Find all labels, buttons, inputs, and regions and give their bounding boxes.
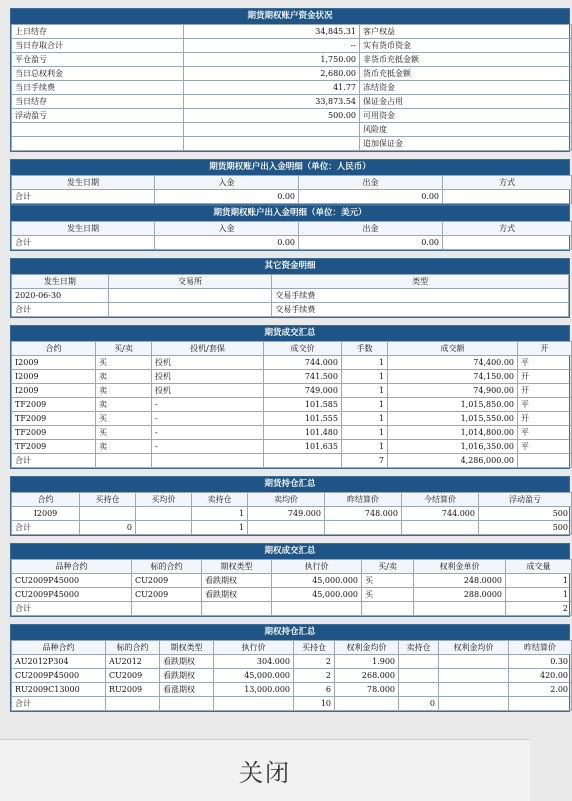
contract-cell: TF2009 xyxy=(12,412,96,426)
total-buy-qty: 10 xyxy=(294,697,335,711)
close-button[interactable]: 关闭 xyxy=(239,759,291,787)
table-row xyxy=(12,39,572,53)
contract-cell: I2009 xyxy=(12,384,96,398)
amount-cell: 1,015,850.00 xyxy=(388,398,518,412)
fund-label: 当日手续费 xyxy=(12,81,184,95)
open-close-cell: 平 xyxy=(518,440,572,454)
table-cell xyxy=(362,602,414,616)
premium-cell: 248.0000 xyxy=(414,574,506,588)
contract-cell: TF2009 xyxy=(12,426,96,440)
fund-right-label: 客户权益 xyxy=(360,25,572,39)
lots-cell: 1 xyxy=(342,370,388,384)
buy_qty-cell xyxy=(80,507,136,521)
column-header: 卖持仓 xyxy=(192,493,248,507)
underlying-cell: AU2012 xyxy=(106,655,160,669)
column-header: 买持仓 xyxy=(294,641,335,655)
strike-cell: 45,000.000 xyxy=(272,574,362,588)
fund-right-label: 非货币充抵金额 xyxy=(360,53,572,67)
column-header: 权利金单价 xyxy=(414,560,506,574)
side-cell: 卖 xyxy=(96,398,152,412)
col-type: 类型 xyxy=(272,275,569,289)
type-cell: 看跌期权 xyxy=(160,669,214,683)
option-positions-title: 期权持仓汇总 xyxy=(11,625,569,640)
fund-right-label: 冻结资金 xyxy=(360,81,572,95)
price-cell: 101.585 xyxy=(264,398,342,412)
underlying-cell: CU2009 xyxy=(106,669,160,683)
type-cell: 看涨期权 xyxy=(160,683,214,697)
option-trades-title: 期权成交汇总 xyxy=(11,544,569,559)
price-cell: 101.480 xyxy=(264,426,342,440)
fund-label xyxy=(12,137,184,151)
fund-value xyxy=(184,123,360,137)
contract-cell: I2009 xyxy=(12,507,80,521)
total-label: 合计 xyxy=(12,454,96,468)
cash-rmb-title: 期货期权账户出入金明细（单位：人民币） xyxy=(11,160,569,175)
fund-status-title: 期货期权账户资金状况 xyxy=(11,9,569,24)
column-header: 标的合约 xyxy=(132,560,202,574)
fund-value xyxy=(184,137,360,151)
date-cell: 合计 xyxy=(12,303,109,317)
contract-cell: I2009 xyxy=(12,370,96,384)
fund-value: 2,680.00 xyxy=(184,67,360,81)
column-header: 期权类型 xyxy=(202,560,272,574)
type-cell: 交易手续费 xyxy=(272,303,569,317)
cash-usd-table xyxy=(11,221,572,250)
hedge-cell: - xyxy=(152,398,264,412)
lots-cell: 1 xyxy=(342,440,388,454)
cash-rmb-table xyxy=(11,175,572,204)
table-row xyxy=(12,303,569,317)
open-close-cell: 平 xyxy=(518,398,572,412)
buy_qty-cell: 2 xyxy=(294,669,335,683)
column-header: 品种合约 xyxy=(12,560,132,574)
type-cell: 看跌期权 xyxy=(202,588,272,602)
fund-value: -- xyxy=(184,39,360,53)
table-cell xyxy=(106,697,160,711)
table-row-total xyxy=(12,521,572,535)
fund-right-label: 货币充抵金额 xyxy=(360,67,572,81)
fund-label: 当日结存 xyxy=(12,95,184,109)
table-cell xyxy=(402,521,479,535)
table-cell xyxy=(414,602,506,616)
buy_avg-cell: 268.000 xyxy=(335,669,399,683)
prev-cell: 420.00 xyxy=(509,669,572,683)
col-deposit: 入金 xyxy=(155,176,299,190)
option-positions-panel xyxy=(10,624,570,712)
table-row xyxy=(12,123,572,137)
sell_avg-cell xyxy=(439,669,509,683)
side-cell: 买 xyxy=(362,574,414,588)
table-row xyxy=(12,53,572,67)
total-method xyxy=(443,236,572,250)
side-cell: 买 xyxy=(96,426,152,440)
table-cell xyxy=(509,697,572,711)
price-cell: 741.500 xyxy=(264,370,342,384)
table-cell xyxy=(214,697,294,711)
total-deposit: 0.00 xyxy=(155,190,299,204)
table-cell xyxy=(335,697,399,711)
fund-label: 浮动盈亏 xyxy=(12,109,184,123)
total-withdraw: 0.00 xyxy=(299,190,443,204)
hedge-cell: - xyxy=(152,440,264,454)
sell_qty-cell xyxy=(399,655,439,669)
buy_qty-cell: 6 xyxy=(294,683,335,697)
cash-rmb-panel xyxy=(10,159,570,205)
table-cell xyxy=(96,454,152,468)
fund-right-label: 保证金占用 xyxy=(360,95,572,109)
column-header: 买持仓 xyxy=(80,493,136,507)
contract-cell: TF2009 xyxy=(12,398,96,412)
sell_qty-cell xyxy=(399,669,439,683)
table-row xyxy=(12,398,572,412)
table-cell xyxy=(272,602,362,616)
side-cell: 卖 xyxy=(96,384,152,398)
table-row-total xyxy=(12,236,572,250)
option-trades-panel xyxy=(10,543,570,617)
column-header: 合约 xyxy=(12,342,96,356)
column-header: 权利金均价 xyxy=(439,641,509,655)
exchange-cell xyxy=(108,303,271,317)
side-cell: 买 xyxy=(96,412,152,426)
column-header: 执行价 xyxy=(214,641,294,655)
table-row xyxy=(12,507,572,521)
open-close-cell: 开 xyxy=(518,412,572,426)
table-row xyxy=(12,109,572,123)
other-funds-table xyxy=(11,274,569,317)
price-cell: 101.635 xyxy=(264,440,342,454)
trades-title: 期货成交汇总 xyxy=(11,326,569,341)
column-header: 买均价 xyxy=(136,493,192,507)
option-trades-table xyxy=(11,559,572,616)
option-positions-table xyxy=(11,640,572,711)
table-cell xyxy=(518,454,572,468)
side-cell: 买 xyxy=(96,356,152,370)
column-header: 权利金均价 xyxy=(335,641,399,655)
col-withdraw: 出金 xyxy=(299,176,443,190)
date-cell: 2020-06-30 xyxy=(12,289,109,303)
contract-cell: TF2009 xyxy=(12,440,96,454)
type-cell: 看跌期权 xyxy=(160,655,214,669)
sell_qty-cell xyxy=(399,683,439,697)
fund-label: 上日结存 xyxy=(12,25,184,39)
prev-cell: 2.00 xyxy=(509,683,572,697)
sell_avg-cell xyxy=(439,655,509,669)
fund-label xyxy=(12,123,184,137)
price-cell: 101.555 xyxy=(264,412,342,426)
fund-right-label: 可用资金 xyxy=(360,109,572,123)
table-cell xyxy=(248,521,325,535)
table-row-total xyxy=(12,454,572,468)
fund-value: 34,845.31 xyxy=(184,25,360,39)
col-date: 发生日期 xyxy=(12,176,155,190)
contract-cell: CU2009P45000 xyxy=(12,669,106,683)
table-row xyxy=(12,356,572,370)
cash-usd-panel xyxy=(10,205,570,251)
table-cell xyxy=(160,697,214,711)
underlying-cell: RU2009 xyxy=(106,683,160,697)
col-method: 方式 xyxy=(443,222,572,236)
side-cell: 卖 xyxy=(96,440,152,454)
table-row xyxy=(12,683,572,697)
table-row xyxy=(12,412,572,426)
table-row xyxy=(12,95,572,109)
price-cell: 749.000 xyxy=(264,384,342,398)
column-header: 标的合约 xyxy=(106,641,160,655)
amount-cell: 74,150.00 xyxy=(388,370,518,384)
total-label: 合计 xyxy=(12,697,106,711)
lots-cell: 1 xyxy=(342,412,388,426)
table-cell xyxy=(132,602,202,616)
buy_avg-cell xyxy=(136,507,192,521)
qty-cell: 1 xyxy=(506,588,572,602)
col-date: 发生日期 xyxy=(12,222,155,236)
table-cell xyxy=(202,602,272,616)
fund-right-label: 实有货币资金 xyxy=(360,39,572,53)
amount-cell: 74,900.00 xyxy=(388,384,518,398)
total-sell-qty: 1 xyxy=(192,521,248,535)
buy_qty-cell: 2 xyxy=(294,655,335,669)
open-close-cell: 开 xyxy=(518,370,572,384)
fund-label: 当日总权利金 xyxy=(12,67,184,81)
type-cell: 交易手续费 xyxy=(272,289,569,303)
fund-value: 1,750.00 xyxy=(184,53,360,67)
fund-status-panel xyxy=(10,8,570,152)
exchange-cell xyxy=(108,289,271,303)
strike-cell: 45,000.000 xyxy=(214,669,294,683)
fund-value: 41.77 xyxy=(184,81,360,95)
buy_avg-cell: 78.000 xyxy=(335,683,399,697)
table-row xyxy=(12,426,572,440)
cash-usd-title: 期货期权账户出入金明细（单位：美元） xyxy=(11,206,569,221)
sell_avg-cell xyxy=(439,683,509,697)
column-header: 手数 xyxy=(342,342,388,356)
hedge-cell: 投机 xyxy=(152,356,264,370)
table-row-total xyxy=(12,602,572,616)
strike-cell: 13,000.000 xyxy=(214,683,294,697)
col-deposit: 入金 xyxy=(155,222,299,236)
hedge-cell: - xyxy=(152,426,264,440)
total-label: 合计 xyxy=(12,602,132,616)
open-close-cell: 平 xyxy=(518,356,572,370)
prev-cell: 0.30 xyxy=(509,655,572,669)
lots-cell: 1 xyxy=(342,356,388,370)
table-cell xyxy=(152,454,264,468)
column-header: 卖持仓 xyxy=(399,641,439,655)
contract-cell: CU2009P45000 xyxy=(12,588,132,602)
table-row xyxy=(12,289,569,303)
strike-cell: 304.000 xyxy=(214,655,294,669)
lots-cell: 1 xyxy=(342,426,388,440)
underlying-cell: CU2009 xyxy=(132,588,202,602)
column-header: 成交量 xyxy=(506,560,572,574)
fund-status-table xyxy=(11,24,572,151)
settle-cell: 744.000 xyxy=(402,507,479,521)
total-qty: 2 xyxy=(506,602,572,616)
positions-title: 期货持仓汇总 xyxy=(11,477,569,492)
buy_avg-cell: 1.900 xyxy=(335,655,399,669)
other-funds-title: 其它资金明细 xyxy=(11,259,569,274)
column-header: 浮动盈亏 xyxy=(479,493,572,507)
col-method: 方式 xyxy=(443,176,572,190)
fund-label: 当日存取合计 xyxy=(12,39,184,53)
column-header: 合约 xyxy=(12,493,80,507)
trades-panel xyxy=(10,325,570,469)
prev_settle-cell: 748.000 xyxy=(325,507,402,521)
sell_qty-cell: 1 xyxy=(192,507,248,521)
hedge-cell: 投机 xyxy=(152,370,264,384)
fund-value: 500.00 xyxy=(184,109,360,123)
qty-cell: 1 xyxy=(506,574,572,588)
fund-right-label: 风险度 xyxy=(360,123,572,137)
column-header: 成交额 xyxy=(388,342,518,356)
sell_avg-cell: 749.000 xyxy=(248,507,325,521)
table-cell xyxy=(264,454,342,468)
total-buy-qty: 0 xyxy=(80,521,136,535)
type-cell: 看跌期权 xyxy=(202,574,272,588)
table-row xyxy=(12,384,572,398)
total-pnl: 500 xyxy=(479,521,572,535)
open-close-cell: 开 xyxy=(518,384,572,398)
total-label: 合计 xyxy=(12,521,80,535)
column-header: 昨结算价 xyxy=(325,493,402,507)
table-row xyxy=(12,25,572,39)
side-cell: 买 xyxy=(362,588,414,602)
column-header: 开 xyxy=(518,342,572,356)
table-row xyxy=(12,574,572,588)
table-row xyxy=(12,67,572,81)
contract-cell: AU2012P304 xyxy=(12,655,106,669)
column-header: 昨结算价 xyxy=(509,641,572,655)
positions-table xyxy=(11,492,572,535)
hedge-cell: - xyxy=(152,412,264,426)
table-row xyxy=(12,655,572,669)
lots-cell: 1 xyxy=(342,384,388,398)
table-cell xyxy=(325,521,402,535)
positions-panel xyxy=(10,476,570,536)
hedge-cell: 投机 xyxy=(152,384,264,398)
total-lots: 7 xyxy=(342,454,388,468)
contract-cell: RU2009C13000 xyxy=(12,683,106,697)
total-amount: 4,286,000.00 xyxy=(388,454,518,468)
total-label: 合计 xyxy=(12,190,155,204)
table-row-total xyxy=(12,190,572,204)
premium-cell: 288.0000 xyxy=(414,588,506,602)
statement-sheet xyxy=(10,8,570,719)
column-header: 执行价 xyxy=(272,560,362,574)
price-cell: 744.000 xyxy=(264,356,342,370)
fund-value: 33,873.54 xyxy=(184,95,360,109)
column-header: 成交价 xyxy=(264,342,342,356)
total-label: 合计 xyxy=(12,236,155,250)
column-header: 投机/套保 xyxy=(152,342,264,356)
total-deposit: 0.00 xyxy=(155,236,299,250)
col-exchange: 交易所 xyxy=(108,275,271,289)
trades-table xyxy=(11,341,572,468)
column-header: 今结算价 xyxy=(402,493,479,507)
contract-cell: CU2009P45000 xyxy=(12,574,132,588)
other-funds-panel xyxy=(10,258,570,318)
strike-cell: 45,000.000 xyxy=(272,588,362,602)
total-sell-qty: 0 xyxy=(399,697,439,711)
contract-cell: I2009 xyxy=(12,356,96,370)
lots-cell: 1 xyxy=(342,398,388,412)
table-row-total xyxy=(12,697,572,711)
total-withdraw: 0.00 xyxy=(299,236,443,250)
column-header: 卖均价 xyxy=(248,493,325,507)
side-cell: 卖 xyxy=(96,370,152,384)
table-row xyxy=(12,440,572,454)
fund-right-label: 追加保证金 xyxy=(360,137,572,151)
table-cell xyxy=(439,697,509,711)
open-close-cell: 平 xyxy=(518,426,572,440)
pnl-cell: 500 xyxy=(479,507,572,521)
column-header: 买/卖 xyxy=(362,560,414,574)
total-method xyxy=(443,190,572,204)
col-withdraw: 出金 xyxy=(299,222,443,236)
column-header: 品种合约 xyxy=(12,641,106,655)
amount-cell: 74,400.00 xyxy=(388,356,518,370)
amount-cell: 1,015,550.00 xyxy=(388,412,518,426)
table-row xyxy=(12,669,572,683)
column-header: 买/卖 xyxy=(96,342,152,356)
col-date: 发生日期 xyxy=(12,275,109,289)
table-row xyxy=(12,370,572,384)
table-row xyxy=(12,137,572,151)
column-header: 期权类型 xyxy=(160,641,214,655)
table-row xyxy=(12,588,572,602)
underlying-cell: CU2009 xyxy=(132,574,202,588)
fund-label: 平仓盈亏 xyxy=(12,53,184,67)
footer-bar xyxy=(0,739,530,801)
amount-cell: 1,016,350.00 xyxy=(388,440,518,454)
table-row xyxy=(12,81,572,95)
amount-cell: 1,014,800.00 xyxy=(388,426,518,440)
table-cell xyxy=(136,521,192,535)
